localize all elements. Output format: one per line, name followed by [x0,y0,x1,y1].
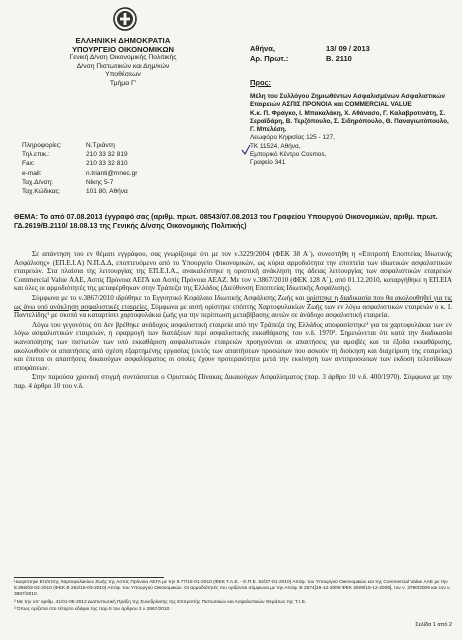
directorate-cont: Υποθέσεων [105,71,141,79]
recipient-address-line: ΤΚ 11524, Αθήνα, [250,142,301,150]
date-value: 13/ 09 / 2013 [326,44,370,53]
footnote-divider [14,577,164,578]
footnote: ² Με την υπ' αριθμ. 41/01-06-2012 Διαπιστωτική Πράξη της Συνεδρίασης της Επιτροπής Πιστωτικών και Ασφαλιστικών Θεμάτων της Τ.τ.Ε. [14,599,307,605]
recipient-label: Προς: [250,78,272,87]
contact-row: Ταχ.Δ/νση: Νίκης 5-7 [22,178,114,186]
footnote: ³ Όπως ορίζεται στο τέταρτο εδάφιο της παρ.5 του άρθρου 2 ν.3867/2010. [14,606,171,612]
ministry-name: ΥΠΟΥΡΓΕΙΟ ΟΙΚΟΝΟΜΙΚΩΝ [71,45,175,54]
contact-row: Ταχ.Κώδικας: 101 80, Αθήνα [22,188,128,196]
contact-row: Πληροφορίες: Ν.Τριάντη [22,142,115,149]
contact-row: Τηλ.επικ.: 210 33 32 819 [22,151,128,159]
protocol-value: Β. 2110 [326,54,352,63]
page-number: Σελίδα 1 από 2 [415,622,452,628]
body-paragraph: Στην παρούσα χρονική στιγμή συντάσσεται ο Οριστικός Πίνακας Δικαιούχων Ασφαλίσματος (παρ. 3 άρθρο 10 ν.δ. 400/1970). Σύμφωνα με την παρ. 4 άρθρο 10 του ν.δ. [14,373,452,390]
recipient-block [250,93,450,168]
recipient-association: Μέλη του Συλλόγου Ζημιωθέντων Ασφαλισμένων Ασφαλιστικών Εταιρειών ΑΣΠΙΣ ΠΡΟΝΟΙΑ και COMMERCIAL VALUE [250,93,446,109]
recipient-address-line: Εμπορικό Κέντρο Cosmos, [250,151,327,159]
subject-line: ΘΕΜΑ: Το από 07.08.2013 έγγραφό σας (αριθμ. πρωτ. 08543/07.08.2013 του Γραφείου Υπουργού Οικονομικών, αριθμ. πρωτ. ΓΔ.2619/Β.2110/ 18.08.13 της Γενικής Δ/νσης Οικονομικής Πολιτικής) [14,212,438,231]
body-paragraph: Σε απάντηση του εν θέματι εγγράφου, σας γνωρίζουμε ότι με τον ν.3229/2004 (ΦΕΚ 38 Α΄), συνεστήθη η «Επιτροπή Εποπτείας Ιδιωτικής Ασφάλισης» (ΕΠ.Ε.Ι.Α) Ν.Π.Δ.Δ, εποπτευόμενο από το Υπουργείο Οικονομικών, ως κύρια αρμοδιότητα την εποπτεία των ιδιωτικών ασφαλιστικών εταιρειών. Στα πλαίσια της λειτουργίας της ΕΠ.Ε.Ι.Α., ανακαλέστηκε η οριστική ανάκληση της άδειας λειτουργίας των ασφαλιστικών εταιρειών Commercial Value ΑΑΕ, Ασπίς Πρόνοια ΑΕΓΑ και Ασπίς Πρόνοια ΑΕΑΖ. Με τον ν.3867/2010 (ΦΕΚ 128 Α΄), από 01.12.2010, καταργήθηκε η ΕΠ.ΕΙΑ και όλες οι αρμοδιότητές της μεταφέρθηκαν στην Τράπεζα της Ελλάδος (Διεύθυνση Εποπτείας Ιδιωτικής Ασφάλισης). [14,250,452,293]
body-paragraph: Λόγω του γεγονότος ότι δεν βρέθηκε ανάδοχος ασφαλιστική εταιρεία από την Τράπεζα της Ελλάδος αποφασίστηκε² για τα χαρτοφυλάκια των εν λόγω ασφαλιστικών εταιρειών, η εφαρμογή των διατάξεων περί ασφαλιστικής εκκαθάρισης του ν.δ. 1970³. Σημειώνεται ότι κατά την διαδικασία ικανοποίησης των πιστωτών των υπό εκκαθάριση ασφαλιστικών εταιρειών προηγούνται οι απαιτήσεις για αμοιβές και τα έξοδα εκκαθάρισης, ακολουθούν οι απαιτήσεις από σχέση εξαρτημένης εργασίας (εκτός των απαιτήσεων προσώπων που ασκούν τη διοίκηση και διαχείριση της εταιρείας) και έπειτα οι απαιτήσεις δικαιούχων ασφαλίσματος οι οποίες έχουν προτεραιότητα μετά την εκκίνηση των αντιπροσώπων των εκδοση τελεσίδικων αποφάσεων. [14,320,452,372]
state-name: ΕΛΛΗΝΙΚΗ ΔΗΜΟΚΡΑΤΙΑ [75,36,171,45]
directorate: Δ/νση Πιστωτικών και Δημ/κών [76,62,170,70]
underlined-text: ορίστηκε η διαδικασία που θα ακολουθηθεί για τις ως άνω υπό ανάκληση ασφαλιστικές εταιρείες. [14,293,452,311]
directorate-general: Γενική Δ/νση Οικονομικής Πολιτικής [69,54,177,61]
footnote: ¹Διορίστηκε Επόπτης Χαρτοφυλακίων Ζωής της Ασπίς Πρόνοια ΑΕΓΑ με την 8.77/15-01-2010 (ΦΕΚ Τ.Α.Ε. - Ε.Π.Ε. 62/27-01-2010) Απόφ. του Υπουργού Οικονομικών και της Commercial Value ΑΑΕ με την 8.355/03-03-2010 (ΦΕΚ Β 262/15-03-2010) Απόφ. του Υπουργού Οικονομικών. Οι αρμοδιότητές του ορίζονται σύμφωνα με την Απόφ. Β 2574[16-12-2009 ΦΕΚ 2509/18-12-2009], τον ν. 3790/2009 και τον ν. 3867/2010. [14,580,451,598]
ministry-header [28,36,218,88]
letter-body [14,250,452,392]
date-protocol-block [250,44,450,64]
contact-details [22,141,242,196]
greek-coat-of-arms-icon [112,6,138,32]
date-row: Αθήνα, 13/ 09 / 2013 [250,44,370,53]
footnotes [14,580,452,614]
protocol-row: Αρ. Πρωτ.: Β. 2110 [250,54,352,63]
recipient-address-line: Λεωφόρο Κηφισίας 125 - 127, [250,134,335,142]
recipient-address-line: Γραφείο 341 [250,159,286,167]
contact-row: Fax: 210 33 32 810 [22,160,128,168]
body-paragraph: Σύμφωνα με το ν.3867/2010 ιδρύθηκε το Εγγυητικό Κεφάλαιο Ιδιωτικής Ασφάλισης Ζωής και ορίστηκε η διαδικασία που θα ακολουθηθεί για τις ως άνω υπό ανάκληση ασφαλιστικές εταιρείες. Σύμφωνα με αυτή ορίστηκε επόπτης Χαρτοφυλακίων Ζωής των εν λόγω ασφαλιστικών εταιρειών ο κ. Ι. Παντελίδης¹ με σκοπό να καταρτίσει χαρτοφυλάκια ζωής για την περίπτωση μεταβίβασης αυτών σε άνάδοχο ασφαλιστική εταιρεία. [14,293,453,320]
department: Τμήμα Γ' [109,79,137,87]
recipient-names: Κ.κ. Π. Φράγκο, Ι. Μπακαλάκη, Χ. Αθάνασο, Γ. Καλαβροτινάτη, Σ. Σεραϊδάρη, Β. Τερζόπουλο, Σ. Σιδηρόπουλο, Θ. Παναγιωτόπουλο, Γ. Μπελέση. [250,109,449,134]
contact-row: e-mail: n.trianti@mnec.gr [22,169,138,177]
